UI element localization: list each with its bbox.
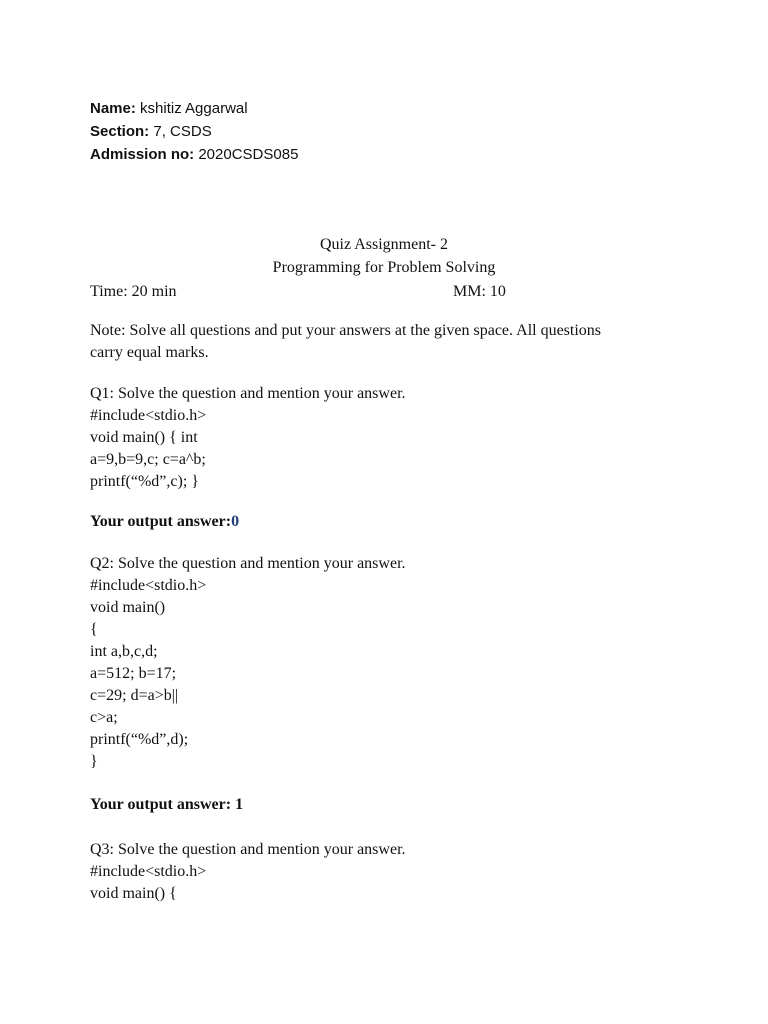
q3-code-line: void main() {: [90, 885, 177, 902]
q2-code-line: void main(): [90, 599, 166, 616]
admission-label: Admission no:: [90, 146, 195, 163]
student-admission: [90, 144, 298, 166]
q2-answer-value: 1: [231, 796, 244, 813]
student-section: [90, 121, 212, 143]
q1-code-line: printf(“%d”,c); }: [90, 473, 199, 490]
time-label: Time: 20 min: [90, 283, 177, 300]
q2-code-line: c=29; d=a>b||: [90, 687, 179, 704]
q1-prompt: Q1: Solve the question and mention your answer.: [90, 385, 406, 402]
q1-code-line: a=9,b=9,c; c=a^b;: [90, 451, 206, 468]
q2-answer-label: Your output answer:: [90, 796, 232, 813]
q2-code-line: c>a;: [90, 709, 118, 726]
note-line-2: carry equal marks.: [90, 344, 209, 361]
note-line-1: Note: Solve all questions and put your answers at the given space. All questions: [90, 322, 602, 339]
q1-answer-value: 0: [231, 513, 240, 530]
section-label: Section:: [90, 123, 150, 140]
q2-prompt: Q2: Solve the question and mention your answer.: [90, 555, 406, 572]
course-title: Programming for Problem Solving: [272, 259, 496, 276]
q1-code-line: void main() { int: [90, 429, 198, 446]
q2-code-line: {: [90, 621, 98, 638]
q1-answer: [90, 511, 239, 533]
q1-code-line: #include<stdio.h>: [90, 407, 207, 424]
q3-prompt: Q3: Solve the question and mention your answer.: [90, 841, 406, 858]
student-name: [90, 98, 248, 120]
quiz-title: Quiz Assignment- 2: [320, 236, 448, 253]
q1-answer-label: Your output answer:: [90, 513, 232, 530]
q2-answer: [90, 794, 243, 816]
name-label: Name:: [90, 100, 136, 117]
q2-code-line: }: [90, 753, 98, 770]
q2-code-line: printf(“%d”,d);: [90, 731, 189, 748]
max-marks-label: MM: 10: [453, 283, 506, 300]
q2-code-line: a=512; b=17;: [90, 665, 177, 682]
section-value: 7, CSDS: [149, 123, 212, 140]
q2-code-line: int a,b,c,d;: [90, 643, 158, 660]
q2-code-line: #include<stdio.h>: [90, 577, 207, 594]
admission-value: 2020CSDS085: [194, 146, 299, 163]
name-value: kshitiz Aggarwal: [135, 100, 248, 117]
q3-code-line: #include<stdio.h>: [90, 863, 207, 880]
